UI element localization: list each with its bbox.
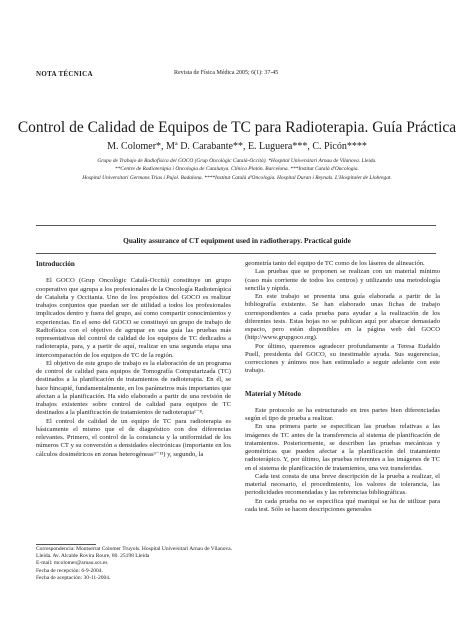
section-heading: Material y Método	[245, 389, 301, 398]
paragraph: El control de calidad de un equipo de TC para radioterapia es básicamente el mismo que el de diagnóstico con dos diferencias relevantes. Primero, el control de la constancia y la uniformidad de los números CT y su conversión a densidades electrónicas (importante en los cálculos dosimétricos en zonas heterogéneas⁹⁻¹³) y, segundo, la	[36, 417, 231, 458]
affiliation-line: **Centre de Radioteràpia i Oncologia de Catalunya. Clínica Platón. Barcelona. ***Institut Català d'Oncologia.	[115, 166, 359, 172]
journal-citation: Revista de Física Médica 2005; 6(1): 37-45	[174, 70, 279, 76]
paragraph: geometría tanto del equipo de TC como de los láseres de alineación.	[245, 260, 425, 267]
affiliation-line: Hospital Universitari Germans Trias i Pujol. Badalona. ****Institut Català d'Oncologia. Hospital Duran i Reynals. L'Hospitalet de Llobregat.	[82, 175, 392, 181]
footnote-accepted: Fecha de aceptación: 30-11-2004.	[36, 574, 111, 581]
paragraph: Por último, queremos agradecer profundamente a Teresa Eudaldo Puell, presidenta del GOCO, su inestimable ayuda. Sus sugerencias, correcciones y ánimos nos han estimulado a seguir adelante con este trabajo.	[245, 342, 440, 375]
footnote-email: E-mail: mcolomer@arnau.scs.es	[36, 560, 108, 567]
paper-title: Control de Calidad de Equipos de TC para Radioterapia. Guía Práctica	[17, 119, 457, 136]
footnote-correspondence: Correspondencia: Montserrat Colomer Truyols. Hospital Universitari Arnau de Vilanova. Lleida. Av. Alcalde Rovira Roure, 80. 25198 Lleida	[36, 546, 233, 560]
paragraph: En cada prueba no se especifica qué maniquí se ha de utilizar para cada test. Sólo se hacen descripciones generales	[245, 497, 440, 513]
paragraph: El GOCO (Grup Oncològic Català-Occità) constituye un grupo cooperativo que agrupa a los profesionales de la Oncología Radioterápica de Cataluña y Occitania. Uno de los propósitos del GOCO es realizar trabajos conjuntos que puedan ser de utilidad a todos los profesionales implicados dentro y fuera del grupo, así como compartir conocimientos y experiencias. En el seno del GOCO se constituyó un grupo de trabajo de Radiofísica con el objetivo de agrupar en una guía las pruebas más representativas del control de calidad de los equipos de TC dedicados a radioterapia, para, y a partir de aquí, realizar en una segunda etapa una intercomparación de los equipos de TC de la región.	[36, 277, 231, 359]
divider	[36, 253, 436, 254]
footnote-received: Fecha de recepción: 6-9-2004.	[36, 567, 103, 574]
section-label: NOTA TÉCNICA	[36, 70, 93, 78]
paragraph: Cada test consta de una breve descripción de la prueba a realizar, el material necesario, el procedimiento, los valores de tolerancia, las periodicidades recomendadas y las referencias bibliográficas.	[245, 472, 440, 497]
section-heading: Introducción	[36, 260, 75, 268]
english-title: Quality assurance of CT equipment used in radiotherapy. Practical guide	[123, 236, 351, 245]
paragraph: Este protocolo se ha estructurado en tres partes bien diferenciadas según el tipo de prueba a realizar.	[245, 406, 440, 422]
affiliation-line: Grupo de Trabajo de Radiofísica del GOCO (Grup Oncològic Català-Occità). *Hospital Universitari Arnau de Vilanova. Lleida.	[97, 158, 377, 164]
paragraph: En este trabajo se presenta una guía elaborada a partir de la bibliografía existente. Se han elaborado unas fichas de trabajo correspondientes a cada prueba para ayudar a la realización de los diferentes tests. Estas hojas no se publican aquí por abarcar demasiado espacio, pero están disponibles en la página web del GOCO (http://www.grupgoco.org).	[245, 293, 440, 342]
divider	[36, 225, 436, 226]
paragraph: En una primera parte se especifican las pruebas relativas a las imágenes de TC antes de la transferencia al sistema de planificación de tratamientos. Posteriormente, se describen las pruebas mecánicas y geométricas que pueden afectar a la planificación del tratamiento radioterápico. Y, por último, las pruebas referentes a las imágenes de TC en el sistema de planificación de tratamientos, una vez transferidas.	[245, 423, 440, 472]
left-column	[36, 260, 231, 459]
right-column	[245, 260, 440, 514]
paragraph: El objetivo de este grupo de trabajo es la elaboración de un programa de control de calidad para equipos de Tomografía Computarizada (TC) destinados a la planificación de tratamientos de radioterapia. En él, se hace hincapié, fundamentalmente, en los parámetros más importantes que afectan a la planificación. Ha sido elaborado a partir de una revisión de trabajos existentes sobre control de calidad para equipos de TC destinados a la planificación de tratamientos de radioterapia¹⁻⁸.	[36, 359, 231, 417]
paragraph: Las pruebas que se proponen se realizan con un material mínimo (caso más corriente de todos los centros) y utilizando una metodología sencilla y rápida.	[245, 268, 440, 292]
author-list: M. Colomer*, Mª D. Carabante**, E. Luguera***, C. Picón****	[107, 141, 367, 152]
footnote-divider	[36, 544, 96, 545]
footnotes	[36, 546, 236, 582]
